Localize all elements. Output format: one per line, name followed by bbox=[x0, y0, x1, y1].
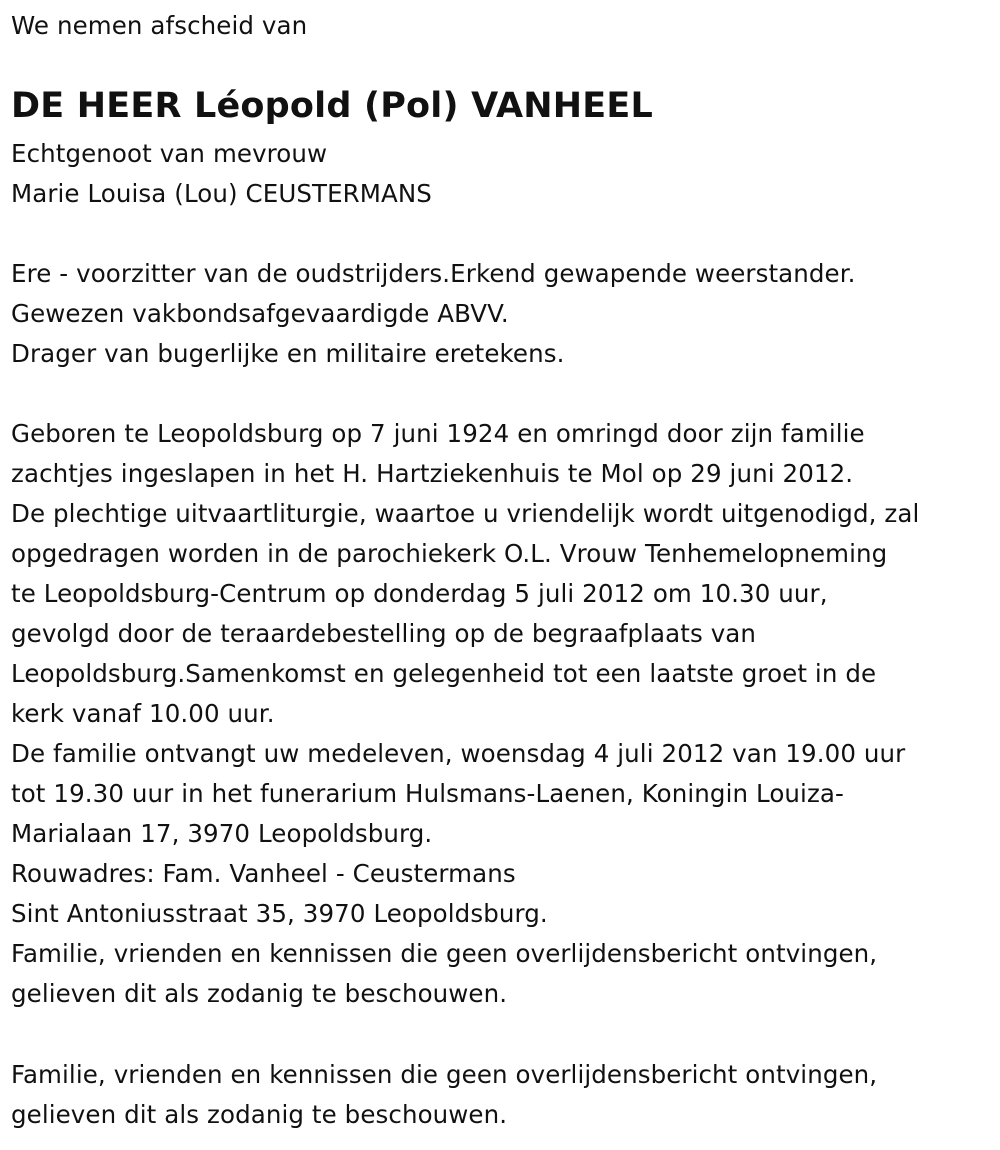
closing-line: Familie, vrienden en kennissen die geen overlijdensbericht ontvingen, bbox=[11, 1060, 878, 1089]
main-text-line: gelieven dit als zodanig te beschouwen. bbox=[11, 979, 508, 1008]
spouse-line: Echtgenoot van mevrouw bbox=[11, 139, 328, 168]
spouse-line: Marie Louisa (Lou) CEUSTERMANS bbox=[11, 179, 432, 208]
main-text-line: opgedragen worden in de parochiekerk O.L. Vrouw Tenhemelopneming bbox=[11, 539, 888, 568]
closing-line: gelieven dit als zodanig te beschouwen. bbox=[11, 1100, 508, 1129]
main-text-line: kerk vanaf 10.00 uur. bbox=[11, 699, 275, 728]
main-text-line: Marialaan 17, 3970 Leopoldsburg. bbox=[11, 819, 433, 848]
title-line: Gewezen vakbondsafgevaardigde ABVV. bbox=[11, 299, 509, 328]
titles-block bbox=[11, 254, 856, 374]
main-text-line: Geboren te Leopoldsburg op 7 juni 1924 en omringd door zijn familie bbox=[11, 419, 865, 448]
main-text-line: De familie ontvangt uw medeleven, woensdag 4 juli 2012 van 19.00 uur bbox=[11, 739, 906, 768]
intro-text: We nemen afscheid van bbox=[11, 11, 308, 40]
title-line: Ere - voorzitter van de oudstrijders.Erkend gewapende weerstander. bbox=[11, 259, 856, 288]
main-text-block bbox=[11, 414, 919, 1014]
title-line: Drager van bugerlijke en militaire eretekens. bbox=[11, 339, 565, 368]
deceased-name: DE HEER Léopold (Pol) VANHEEL bbox=[11, 86, 653, 126]
main-text-line: Rouwadres: Fam. Vanheel - Ceustermans bbox=[11, 859, 516, 888]
main-text-line: De plechtige uitvaartliturgie, waartoe u vriendelijk wordt uitgenodigd, zal bbox=[11, 499, 920, 528]
closing-block bbox=[11, 1055, 877, 1135]
main-text-line: te Leopoldsburg-Centrum op donderdag 5 juli 2012 om 10.30 uur, bbox=[11, 579, 828, 608]
main-text-line: tot 19.30 uur in het funerarium Hulsmans-Laenen, Koningin Louiza- bbox=[11, 779, 844, 808]
main-text-line: gevolgd door de teraardebestelling op de begraafplaats van bbox=[11, 619, 757, 648]
main-text-line: Leopoldsburg.Samenkomst en gelegenheid tot een laatste groet in de bbox=[11, 659, 877, 688]
main-text-line: Sint Antoniusstraat 35, 3970 Leopoldsburg. bbox=[11, 899, 548, 928]
spouse-block bbox=[11, 134, 432, 214]
main-text-line: zachtjes ingeslapen in het H. Hartziekenhuis te Mol op 29 juni 2012. bbox=[11, 459, 854, 488]
main-text-line: Familie, vrienden en kennissen die geen overlijdensbericht ontvingen, bbox=[11, 939, 878, 968]
